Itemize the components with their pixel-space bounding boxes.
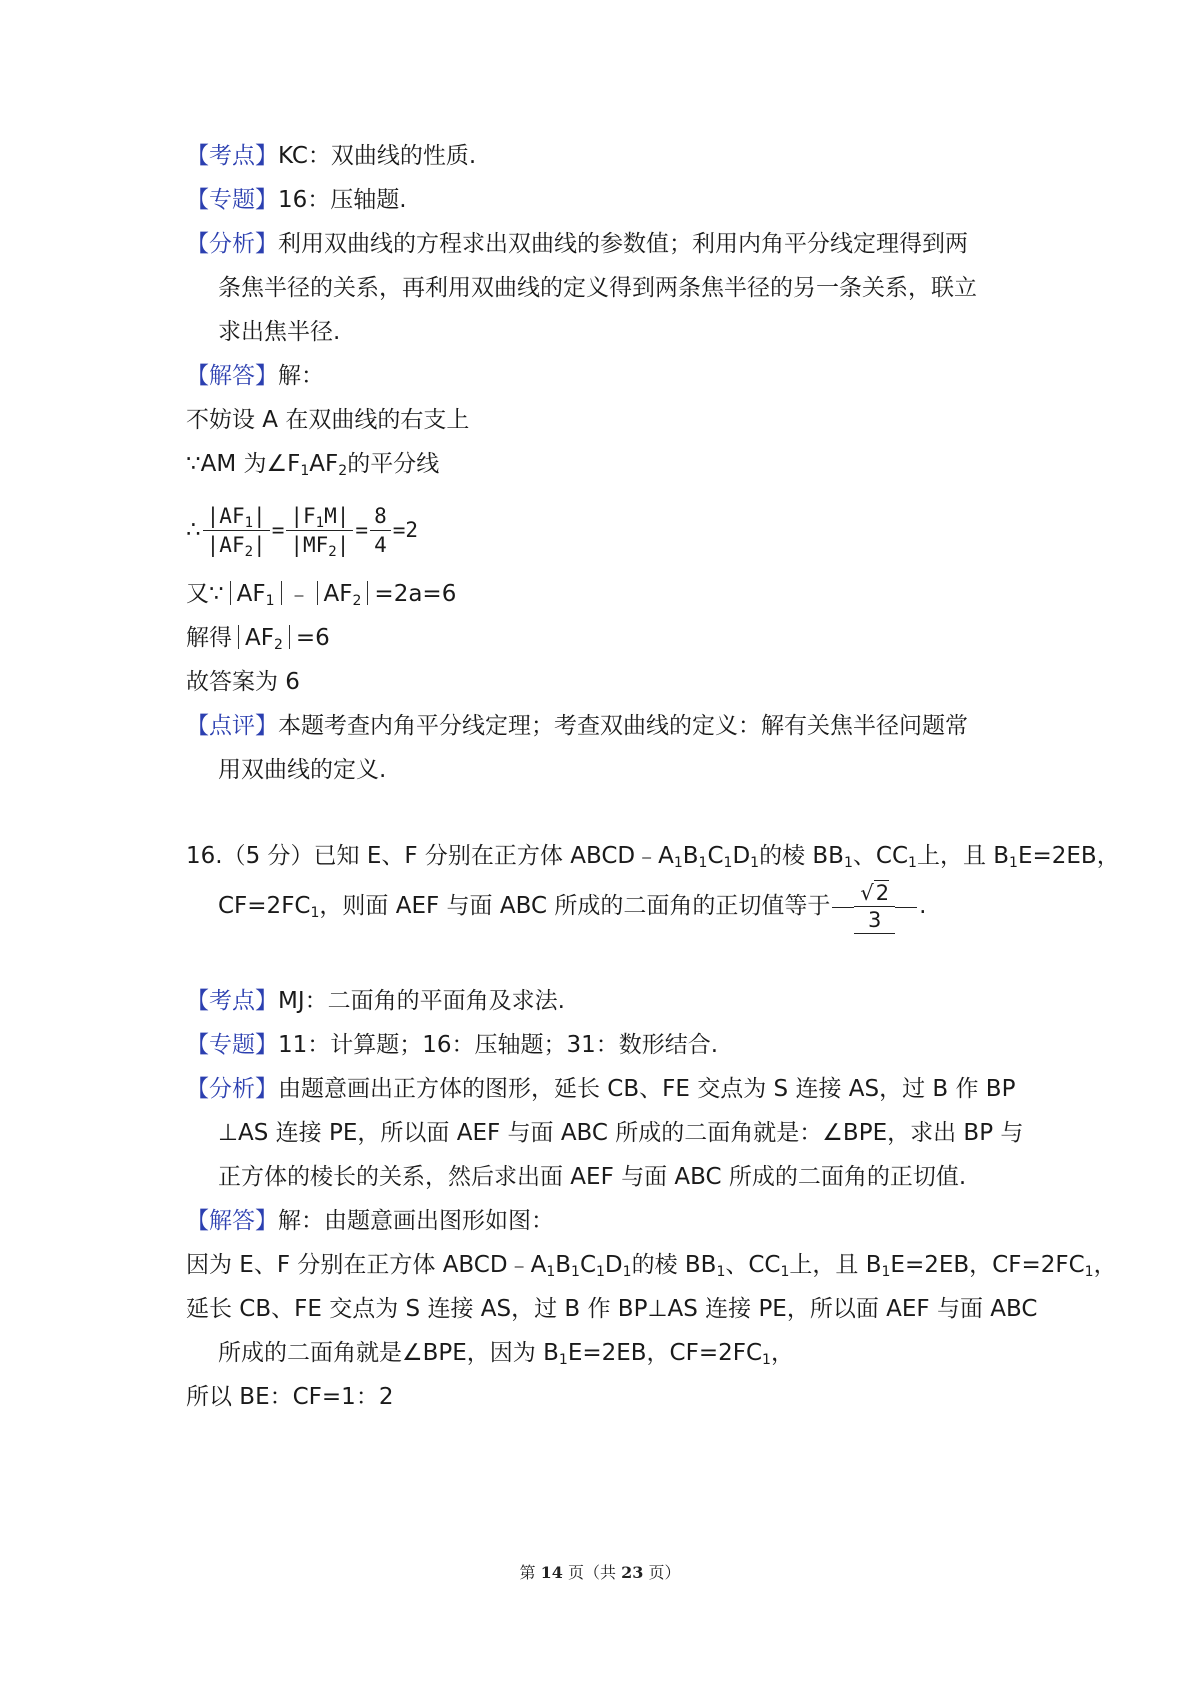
page-footer: 第 14 页（共 23 页） — [519, 1563, 681, 1582]
ratio-fraction-2: $\frac{|F_1M|}{|MF_2|}$ — [286, 502, 353, 559]
fenxi-line-2-2: ⊥AS 连接 PE，所以面 AEF 与面 ABC 所成的二面角就是：∠BPE，求出 BP 与 — [218, 1120, 1024, 1146]
fenxi-text-2-1: 由题意画出正方体的图形，延长 CB、FE 交点为 S 连接 AS，过 B 作 BP — [278, 1076, 1016, 1102]
jieda-tag: 【解答】 — [186, 363, 278, 389]
solution-answer: 故答案为 6 — [186, 669, 300, 695]
ratio-fraction-3: $\frac{8}{4}$ — [370, 502, 391, 559]
solution2-line-4: 所以 BE：CF=1：2 — [186, 1384, 394, 1410]
kaodian-line-2 — [186, 986, 565, 1016]
zhuanti-text-2: 11：计算题；16：压轴题；31：数形结合. — [278, 1032, 719, 1058]
kaodian-tag-2: 【考点】 — [186, 988, 278, 1014]
dianping-line-1 — [186, 711, 968, 741]
dianping-text-1: 本题考查内角平分线定理；考查双曲线的定义：解有关焦半径问题常 — [278, 713, 968, 739]
kaodian-line-1 — [186, 141, 476, 171]
fenxi-line-3: 求出焦半径. — [218, 319, 341, 345]
fenxi-line-1 — [186, 229, 968, 259]
ratio-fraction-1: $\frac{|AF_1|}{|AF_2|}$ — [203, 502, 270, 559]
zhuanti-text: 16：压轴题. — [278, 187, 407, 213]
page-number: 14 — [540, 1563, 563, 1582]
solution-step-2: ∵AM 为$\angle F_1AF_2$的平分线 — [186, 451, 440, 479]
answer-blank — [832, 875, 917, 939]
fenxi-line-2-3: 正方体的棱长的关系，然后求出面 AEF 与面 ABC 所成的二面角的正切值. — [218, 1164, 967, 1190]
kaodian-text: KC：双曲线的性质. — [278, 143, 477, 169]
fenxi-tag: 【分析】 — [186, 231, 278, 257]
solution-step-1: 不妨设 A 在双曲线的右支上 — [186, 407, 470, 433]
question-16-line-2: $CF=2FC_1$，则面 AEF 与面 ABC 所成的二面角的正切值等于 $\frac{√2}{3}$ . — [218, 874, 926, 939]
solution-step-5: 解得 $AF_2 =6$ — [186, 625, 330, 653]
answer-fraction: $\frac{√2}{3}$ — [854, 880, 895, 934]
solution2-line-3: 所成的二面角就是∠BPE，因为 $B_1E=2EB$，$CF=2FC_1$， — [218, 1340, 794, 1368]
fenxi-line-2: 条焦半径的关系，再利用双曲线的定义得到两条焦半径的另一条关系，联立 — [218, 275, 977, 301]
page-total: 23 — [621, 1563, 644, 1582]
jieda-text: 解： — [278, 363, 324, 389]
solution2-line-1: 因为 E、F 分别在正方体 $ABCD﹣A_1B_1C_1D_1$的棱 $BB_1$、$CC_1$上，且 $B_1E=2EB$，$CF=2FC_1$， — [186, 1252, 1117, 1280]
solution-step-4: 又∵ $AF_1$ ﹣ $AF_2 =2a=6$ — [186, 581, 457, 609]
solution2-line-2: 延长 CB、FE 交点为 S 连接 AS，过 B 作 BP⊥AS 连接 PE，所以面 AEF 与面 ABC — [186, 1296, 1038, 1322]
jieda-line-2 — [186, 1206, 554, 1236]
zhuanti-line-1 — [186, 185, 407, 215]
jieda-text-2: 解：由题意画出图形如图： — [278, 1208, 554, 1234]
kaodian-tag: 【考点】 — [186, 143, 278, 169]
solution-step-3-ratio: ∴ $\frac{|AF_1|}{|AF_2|}$ = $\frac{|F_1M|}{|MF_2|}$ = $\frac{8}{4}$ =2 — [186, 504, 419, 560]
kaodian-text-2: MJ：二面角的平面角及求法. — [278, 988, 565, 1014]
jieda-line-1 — [186, 361, 324, 391]
fenxi-tag-2: 【分析】 — [186, 1076, 278, 1102]
zhuanti-tag-2: 【专题】 — [186, 1032, 278, 1058]
zhuanti-tag: 【专题】 — [186, 187, 278, 213]
fenxi-text-1: 利用双曲线的方程求出双曲线的参数值；利用内角平分线定理得到两 — [278, 231, 968, 257]
dianping-line-2: 用双曲线的定义. — [218, 757, 387, 783]
fenxi-line-2-1 — [186, 1074, 1015, 1104]
question-16-line-1: 16.（5 分）已知 E、F 分别在正方体 $ABCD﹣A_1B_1C_1D_1$的棱 $BB_1$、$CC_1$上，且 $B_1E=2EB$， — [186, 843, 1120, 871]
dianping-tag: 【点评】 — [186, 713, 278, 739]
zhuanti-line-2 — [186, 1030, 718, 1060]
jieda-tag-2: 【解答】 — [186, 1208, 278, 1234]
